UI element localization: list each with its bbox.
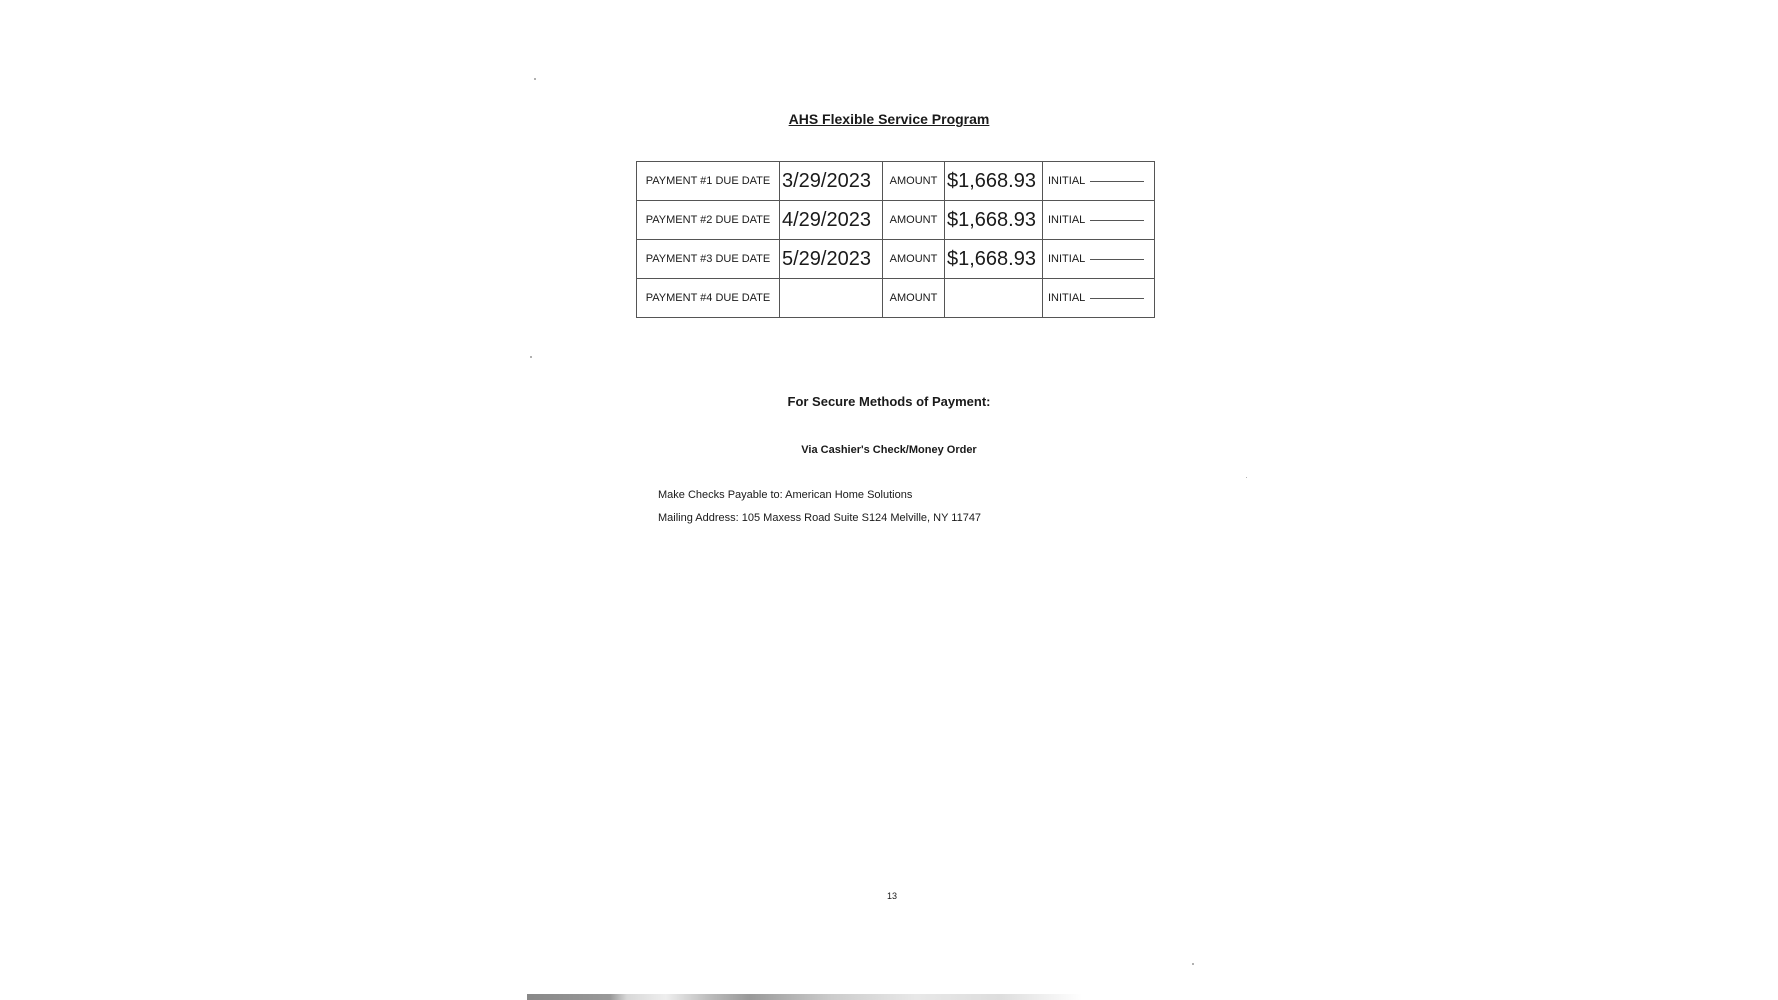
table-row: [637, 240, 1155, 279]
initial-signature-line: [1090, 298, 1144, 299]
initial-label: INITIAL: [1048, 253, 1086, 265]
table-row: [637, 201, 1155, 240]
mailing-address-line: Mailing Address: 105 Maxess Road Suite S124 Melville, NY 11747: [658, 512, 982, 524]
due-date-label: PAYMENT #4 DUE DATE: [637, 279, 780, 318]
initial-label: INITIAL: [1048, 292, 1086, 304]
initial-cell: [1043, 240, 1155, 279]
due-date-label: PAYMENT #3 DUE DATE: [637, 240, 780, 279]
initial-cell: [1043, 162, 1155, 201]
due-date-label: PAYMENT #1 DUE DATE: [637, 162, 780, 201]
secure-payment-heading: For Secure Methods of Payment:: [787, 394, 991, 409]
scan-speck: [530, 356, 532, 358]
table-row: [637, 162, 1155, 201]
amount-label: AMOUNT: [883, 201, 945, 240]
initial-cell: [1043, 279, 1155, 318]
due-date-label: PAYMENT #2 DUE DATE: [637, 201, 780, 240]
due-date-value: [780, 279, 883, 318]
initial-label: INITIAL: [1048, 175, 1086, 187]
payment-method-heading: Via Cashier's Check/Money Order: [801, 444, 977, 456]
amount-value: $1,668.93: [945, 201, 1043, 240]
due-date-value: 4/29/2023: [780, 201, 883, 240]
initial-label: INITIAL: [1048, 214, 1086, 226]
initial-signature-line: [1090, 259, 1144, 260]
scan-speck: [1192, 963, 1194, 965]
page-number: 13: [886, 891, 897, 901]
initial-signature-line: [1090, 181, 1144, 182]
page-title: AHS Flexible Service Program: [788, 111, 990, 127]
payable-to-line: Make Checks Payable to: American Home Solutions: [658, 489, 913, 501]
due-date-value: 3/29/2023: [780, 162, 883, 201]
amount-label: AMOUNT: [883, 240, 945, 279]
amount-value: $1,668.93: [945, 162, 1043, 201]
scan-speck: [1246, 477, 1247, 478]
amount-value: [945, 279, 1043, 318]
initial-signature-line: [1090, 220, 1144, 221]
due-date-value: 5/29/2023: [780, 240, 883, 279]
scan-edge-artifact: [527, 994, 1082, 1000]
amount-value: $1,668.93: [945, 240, 1043, 279]
scan-speck: [534, 78, 536, 80]
table-row: [637, 279, 1155, 318]
amount-label: AMOUNT: [883, 162, 945, 201]
amount-label: AMOUNT: [883, 279, 945, 318]
payment-schedule-table: [636, 161, 1155, 318]
initial-cell: [1043, 201, 1155, 240]
